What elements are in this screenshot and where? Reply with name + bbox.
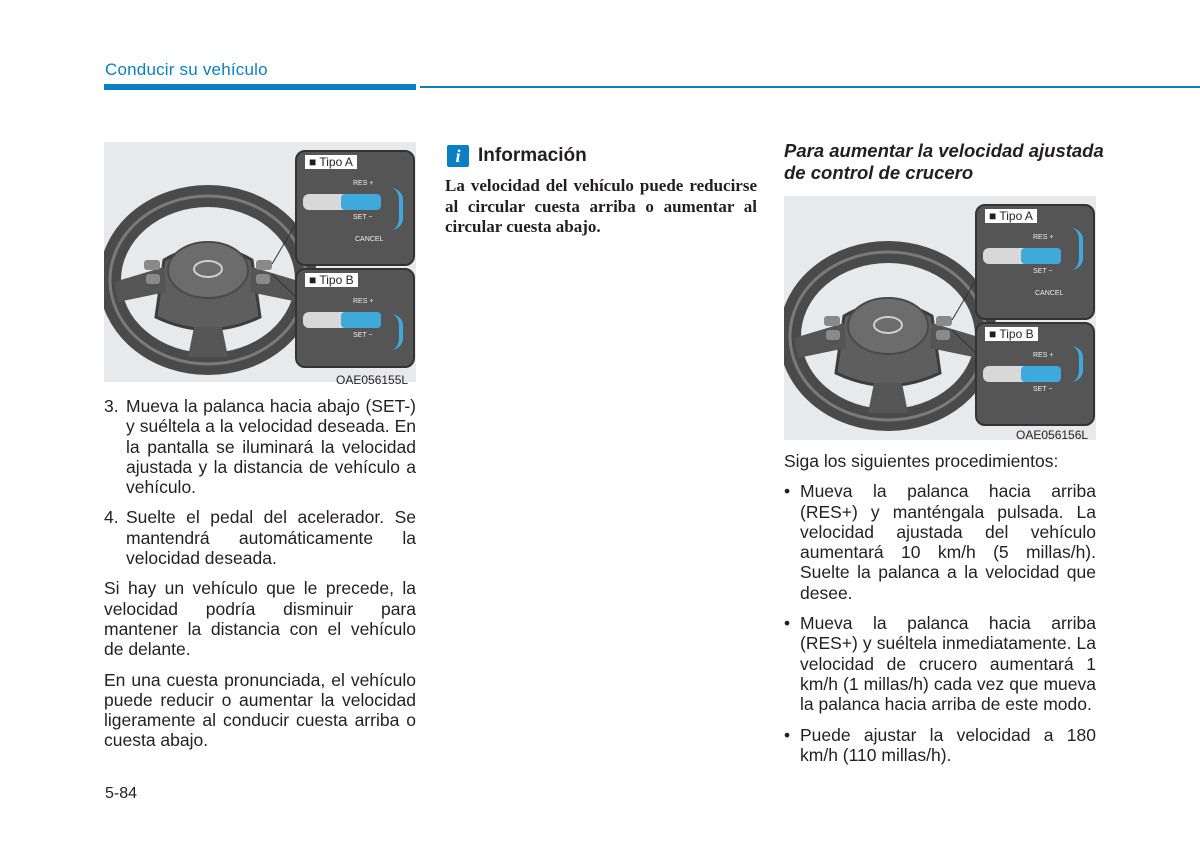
type-a-panel — [975, 204, 1095, 320]
figure-code-right: OAE056156L — [1016, 428, 1089, 442]
res-label: RES + — [353, 298, 374, 305]
type-a-panel — [295, 150, 415, 266]
set-label: SET − — [1033, 386, 1053, 393]
arrow-up-icon — [1069, 228, 1083, 270]
arrow-down-icon — [389, 188, 403, 230]
res-label: RES + — [353, 180, 374, 187]
step-item — [104, 396, 416, 497]
set-label: SET − — [353, 332, 373, 339]
right-column — [784, 451, 1096, 775]
lever-highlight — [1021, 248, 1061, 264]
bullet-icon: • — [784, 613, 791, 634]
arrow-up-icon — [1069, 346, 1083, 382]
type-b-panel — [975, 322, 1095, 426]
info-title: Información — [478, 145, 587, 166]
type-b-label: ■ Tipo B — [985, 327, 1038, 341]
res-label: RES + — [1033, 234, 1054, 241]
set-label: SET − — [1033, 268, 1053, 275]
bullet-item — [784, 481, 1096, 603]
type-b-label: ■ Tipo B — [305, 273, 358, 287]
paragraph: Si hay un vehículo que le precede, la velocidad podría disminuir para mantener la distancia con el vehículo de delante. — [104, 578, 416, 660]
lever-highlight — [341, 312, 381, 328]
cancel-label: CANCEL — [1035, 290, 1064, 297]
res-label: RES + — [1033, 352, 1054, 359]
left-column — [104, 396, 416, 761]
lever-highlight — [341, 194, 381, 210]
bullet-item — [784, 613, 1096, 714]
bullet-text: Puede ajustar la velocidad a 180 km/h (110 millas/h). — [800, 724, 1096, 765]
info-text: La velocidad del vehículo puede reducirse al circular cuesta arriba o aumentar al circular cuesta abajo. — [445, 176, 757, 236]
page-number: 5-84 — [105, 785, 138, 802]
right-heading: Para aumentar la velocidad ajustada de control de crucero — [784, 140, 1104, 183]
intro-text: Siga los siguientes procedimientos: — [784, 451, 1059, 471]
section-title: Conducir su vehículo — [105, 60, 268, 79]
arrow-down-icon — [389, 314, 403, 350]
figure-steering-wheel-left — [104, 142, 416, 382]
step-number: 4. — [104, 507, 119, 528]
type-a-label: ■ Tipo A — [305, 155, 357, 169]
step-number: 3. — [104, 396, 119, 416]
step-item — [104, 507, 416, 568]
figure-code-left: OAE056155L — [336, 373, 409, 387]
type-a-label: ■ Tipo A — [985, 209, 1037, 223]
step-text: Mueva la palanca hacia abajo (SET-) y suéltela a la velocidad deseada. En la pantalla se iluminará la velocidad ajustada y la distancia de vehículo a vehículo. — [126, 396, 416, 498]
info-icon: i — [447, 145, 469, 167]
cancel-label: CANCEL — [355, 236, 384, 243]
step-text: Suelte el pedal del acelerador. Se mantendrá automáticamente la velocidad deseada. — [126, 507, 416, 569]
paragraph: En una cuesta pronunciada, el vehículo puede reducir o aumentar la velocidad ligeramente al conducir cuesta arriba o cuesta abajo. — [104, 669, 416, 751]
bullet-text: Mueva la palanca hacia arriba (RES+) y suéltela inmediatamente. La velocidad de crucero aumentará 1 km/h (1 millas/h) cada vez que mueva la palanca hacia arriba de este modo. — [800, 613, 1096, 715]
type-b-panel — [295, 268, 415, 368]
bullet-text: Mueva la palanca hacia arriba (RES+) y manténgala pulsada. La velocidad ajustada del vehículo aumentará 10 km/h (5 millas/h). Suelte la palanca a la velocidad que desee. — [800, 481, 1096, 603]
bullet-icon: • — [784, 724, 791, 745]
bullet-item — [784, 725, 1096, 766]
figure-steering-wheel-right — [784, 196, 1096, 440]
set-label: SET − — [353, 214, 373, 221]
info-header — [447, 145, 587, 167]
header-rule-thin — [420, 86, 1200, 88]
lever-highlight — [1021, 366, 1061, 382]
bullet-icon: • — [784, 481, 791, 502]
header-rule-thick — [104, 84, 416, 90]
